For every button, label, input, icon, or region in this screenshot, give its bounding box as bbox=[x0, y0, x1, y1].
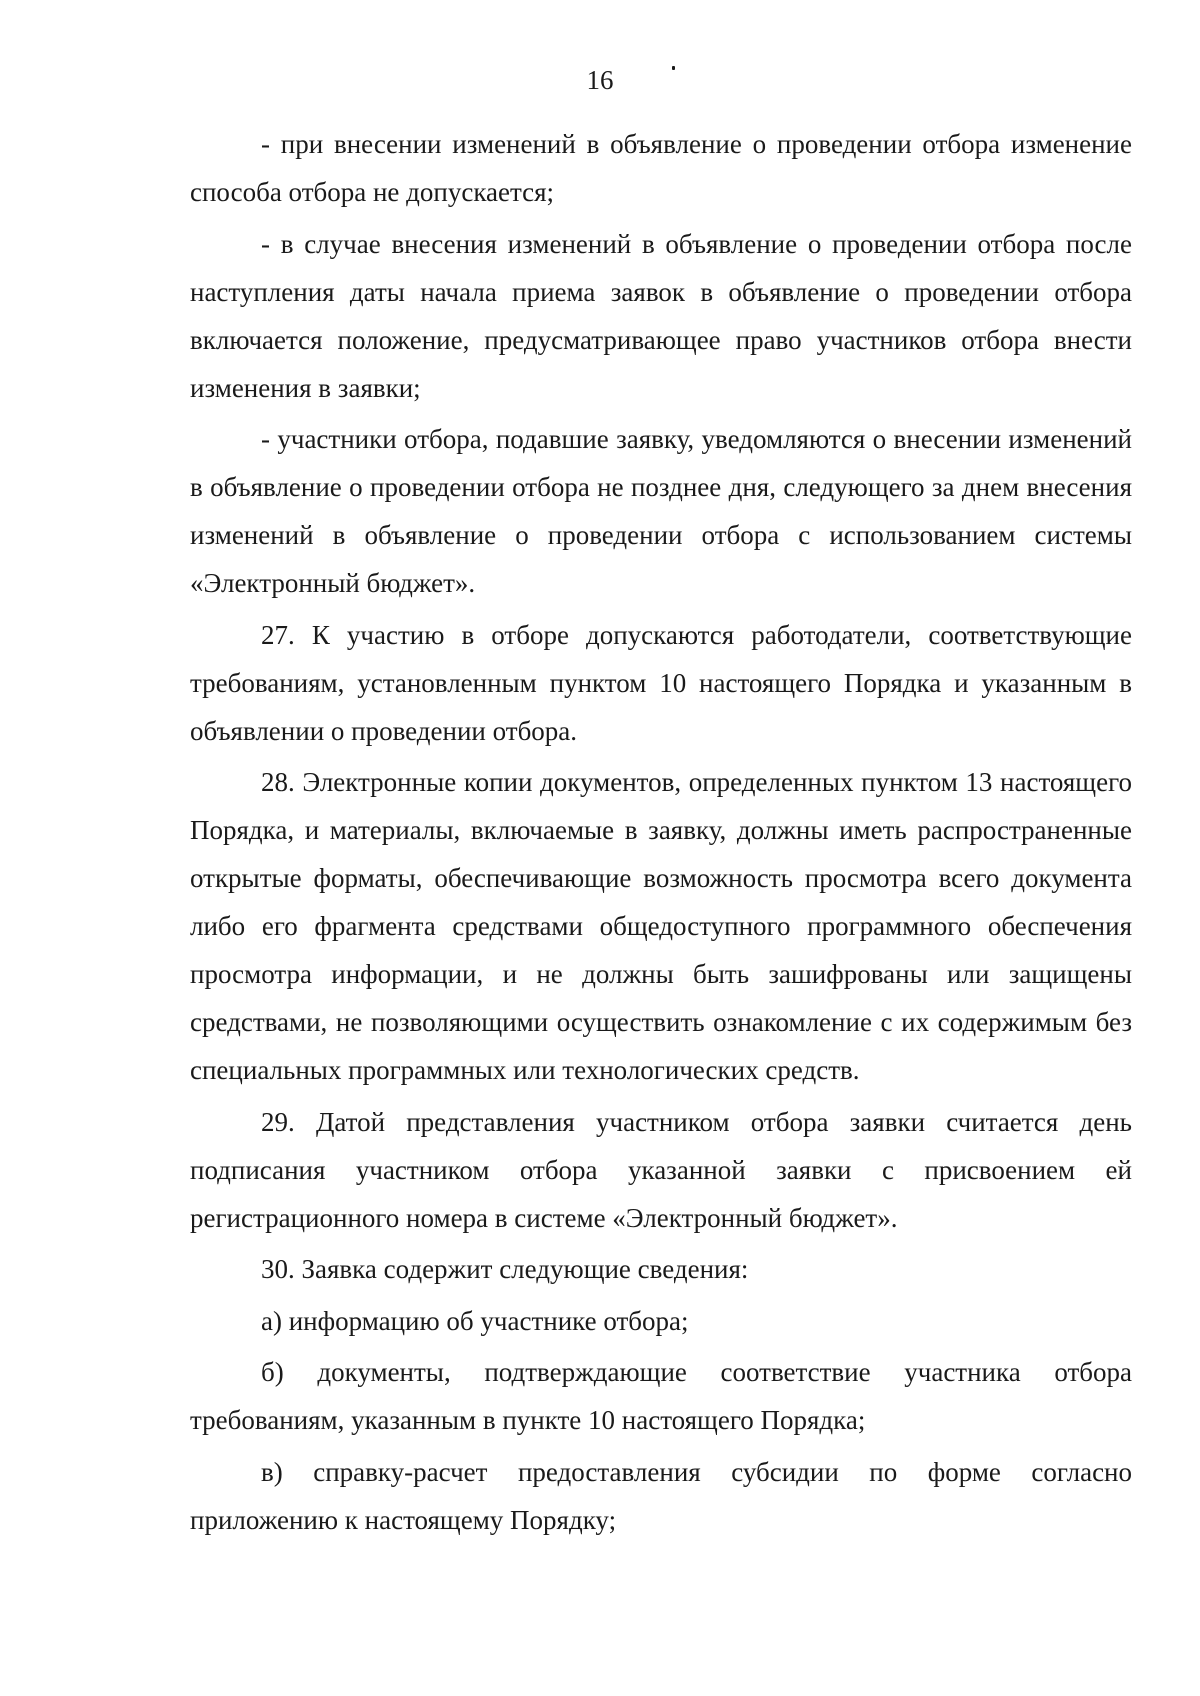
paragraph-participants-notified: - участники отбора, подавшие заявку, уведомляются о внесении изменений в объявление о проведении отбора не позднее дня, следующего за днем внесения изменений в объявление о проведении отбора с использованием системы «Электронный бюджет». bbox=[190, 424, 1132, 598]
paragraph-item-30-v: в) справку-расчет предоставления субсидии по форме согласно приложению к настоящему Порядку; bbox=[190, 1456, 1132, 1535]
paragraph-item-29: 29. Датой представления участником отбора заявки считается день подписания участником отбора указанной заявки с присвоением ей регистрационного номера в системе «Электронный бюджет». bbox=[190, 1106, 1132, 1233]
page-number: 16 bbox=[586, 65, 614, 95]
paragraph-item-30-b: б) документы, подтверждающие соответствие участника отбора требованиям, указанным в пункте 10 настоящего Порядка; bbox=[190, 1357, 1132, 1435]
paragraph-item-30: 30. Заявка содержит следующие сведения: bbox=[261, 1254, 749, 1284]
paragraph-amendment-after-start: - в случае внесения изменений в объявление о проведении отбора после наступления даты начала приема заявок в объявление о проведении отбора включается положение, предусматривающее право участников отбора внести изменения в заявки; bbox=[190, 228, 1132, 403]
document-body bbox=[190, 120, 1132, 1547]
paragraph-item-27: 27. К участию в отборе допускаются работодатели, соответствующие требованиям, установленным пунктом 10 настоящего Порядка и указанным в объявлении о проведении отбора. bbox=[190, 619, 1132, 746]
paragraph-item-28: 28. Электронные копии документов, определенных пунктом 13 настоящего Порядка, и материалы, включаемые в заявку, должны иметь распространенные открытые форматы, обеспечивающие возможность просмотра всего документа либо его фрагмента средствами общедоступного программного обеспечения просмотра информации, и не должны быть зашифрованы или защищены средствами, не позволяющими осуществить ознакомление с их содержимым без специальных программных или технологических средств. bbox=[190, 767, 1132, 1085]
paragraph-item-30-a: а) информацию об участнике отбора; bbox=[261, 1305, 689, 1336]
paragraph-amendment-method: - при внесении изменений в объявление о проведении отбора изменение способа отбора не допускается; bbox=[190, 129, 1132, 207]
